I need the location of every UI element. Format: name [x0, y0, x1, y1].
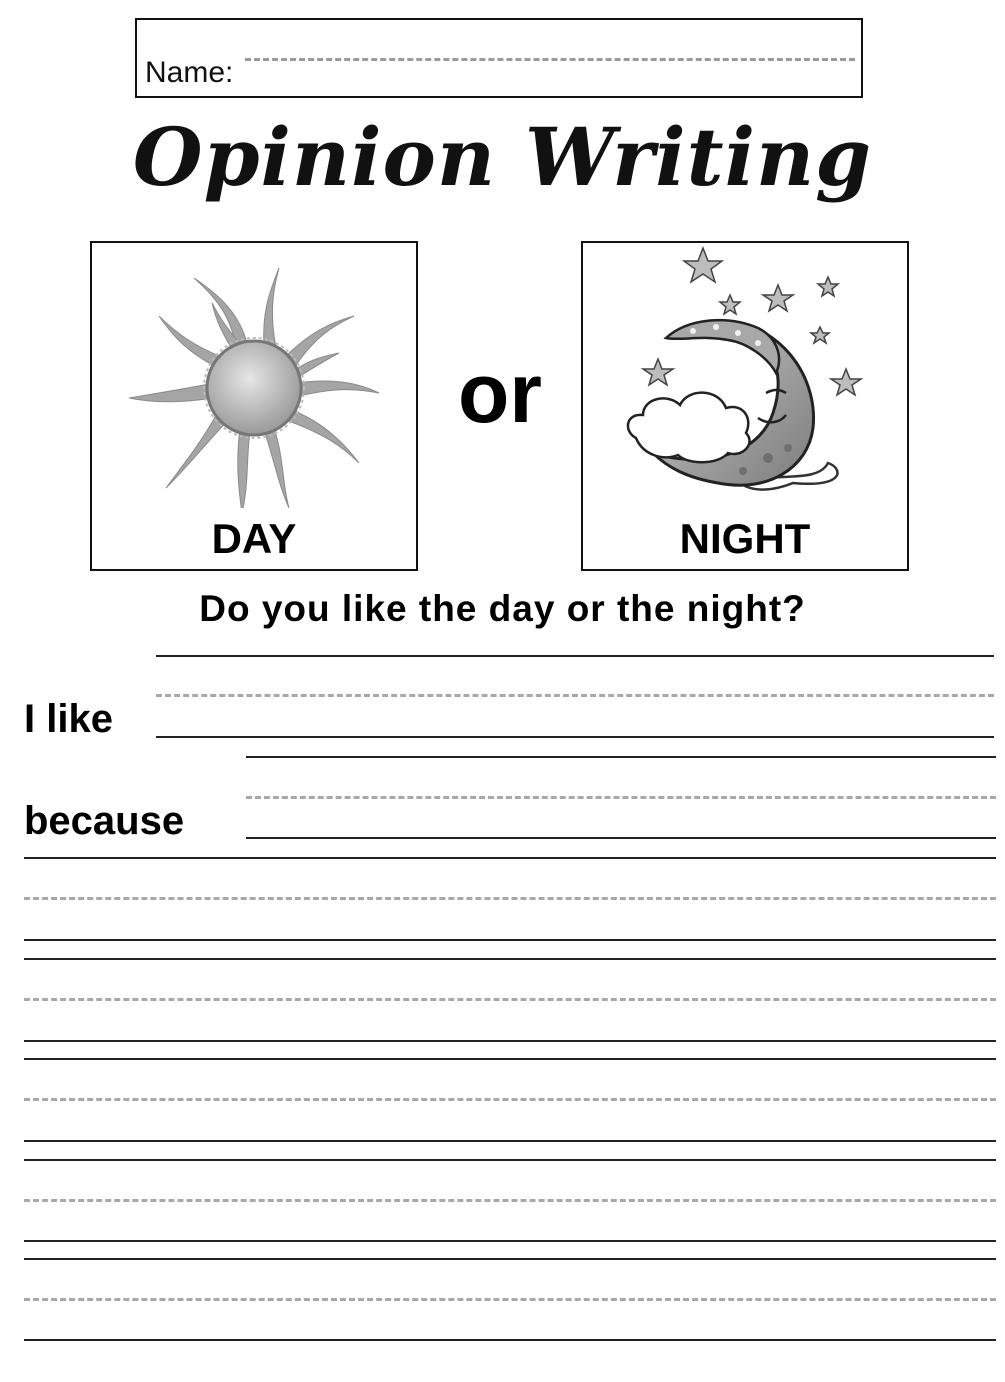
writing-line-midline[interactable] [24, 998, 996, 1001]
writing-line-base[interactable] [24, 1040, 996, 1042]
writing-line-base[interactable] [24, 1140, 996, 1142]
writing-line-top[interactable] [24, 1159, 996, 1161]
night-label: NIGHT [679, 515, 811, 562]
sun-icon [112, 263, 402, 508]
night-picture-box [581, 241, 909, 571]
day-label: DAY [211, 515, 297, 562]
or-word: or [458, 346, 542, 440]
writing-line-midline[interactable] [246, 796, 996, 799]
moon-with-stars-icon [618, 243, 878, 508]
writing-line-midline[interactable] [24, 1199, 996, 1202]
name-box [135, 18, 863, 98]
writing-line-base[interactable] [156, 736, 994, 738]
day-picture-box [90, 241, 418, 571]
writing-line-top[interactable] [24, 1258, 996, 1260]
writing-line-base[interactable] [24, 1240, 996, 1242]
writing-line-base[interactable] [246, 837, 996, 839]
writing-line-midline[interactable] [156, 694, 994, 697]
writing-line-top[interactable] [24, 1058, 996, 1060]
page-title: Opinion Writing [132, 110, 873, 204]
writing-line-top[interactable] [246, 756, 996, 758]
writing-line-base[interactable] [24, 939, 996, 941]
writing-line-midline[interactable] [24, 1298, 996, 1301]
writing-line-midline[interactable] [24, 1098, 996, 1101]
writing-line-top[interactable] [24, 857, 996, 859]
prompt-because: because [24, 799, 185, 843]
question-text: Do you like the day or the night? [199, 588, 806, 629]
name-writing-line[interactable] [245, 58, 855, 61]
writing-line-midline[interactable] [24, 897, 996, 900]
prompt-i-like: I like [24, 697, 113, 741]
writing-line-base[interactable] [24, 1339, 996, 1341]
writing-line-top[interactable] [156, 655, 994, 657]
writing-line-top[interactable] [24, 958, 996, 960]
name-label: Name: [145, 56, 234, 89]
